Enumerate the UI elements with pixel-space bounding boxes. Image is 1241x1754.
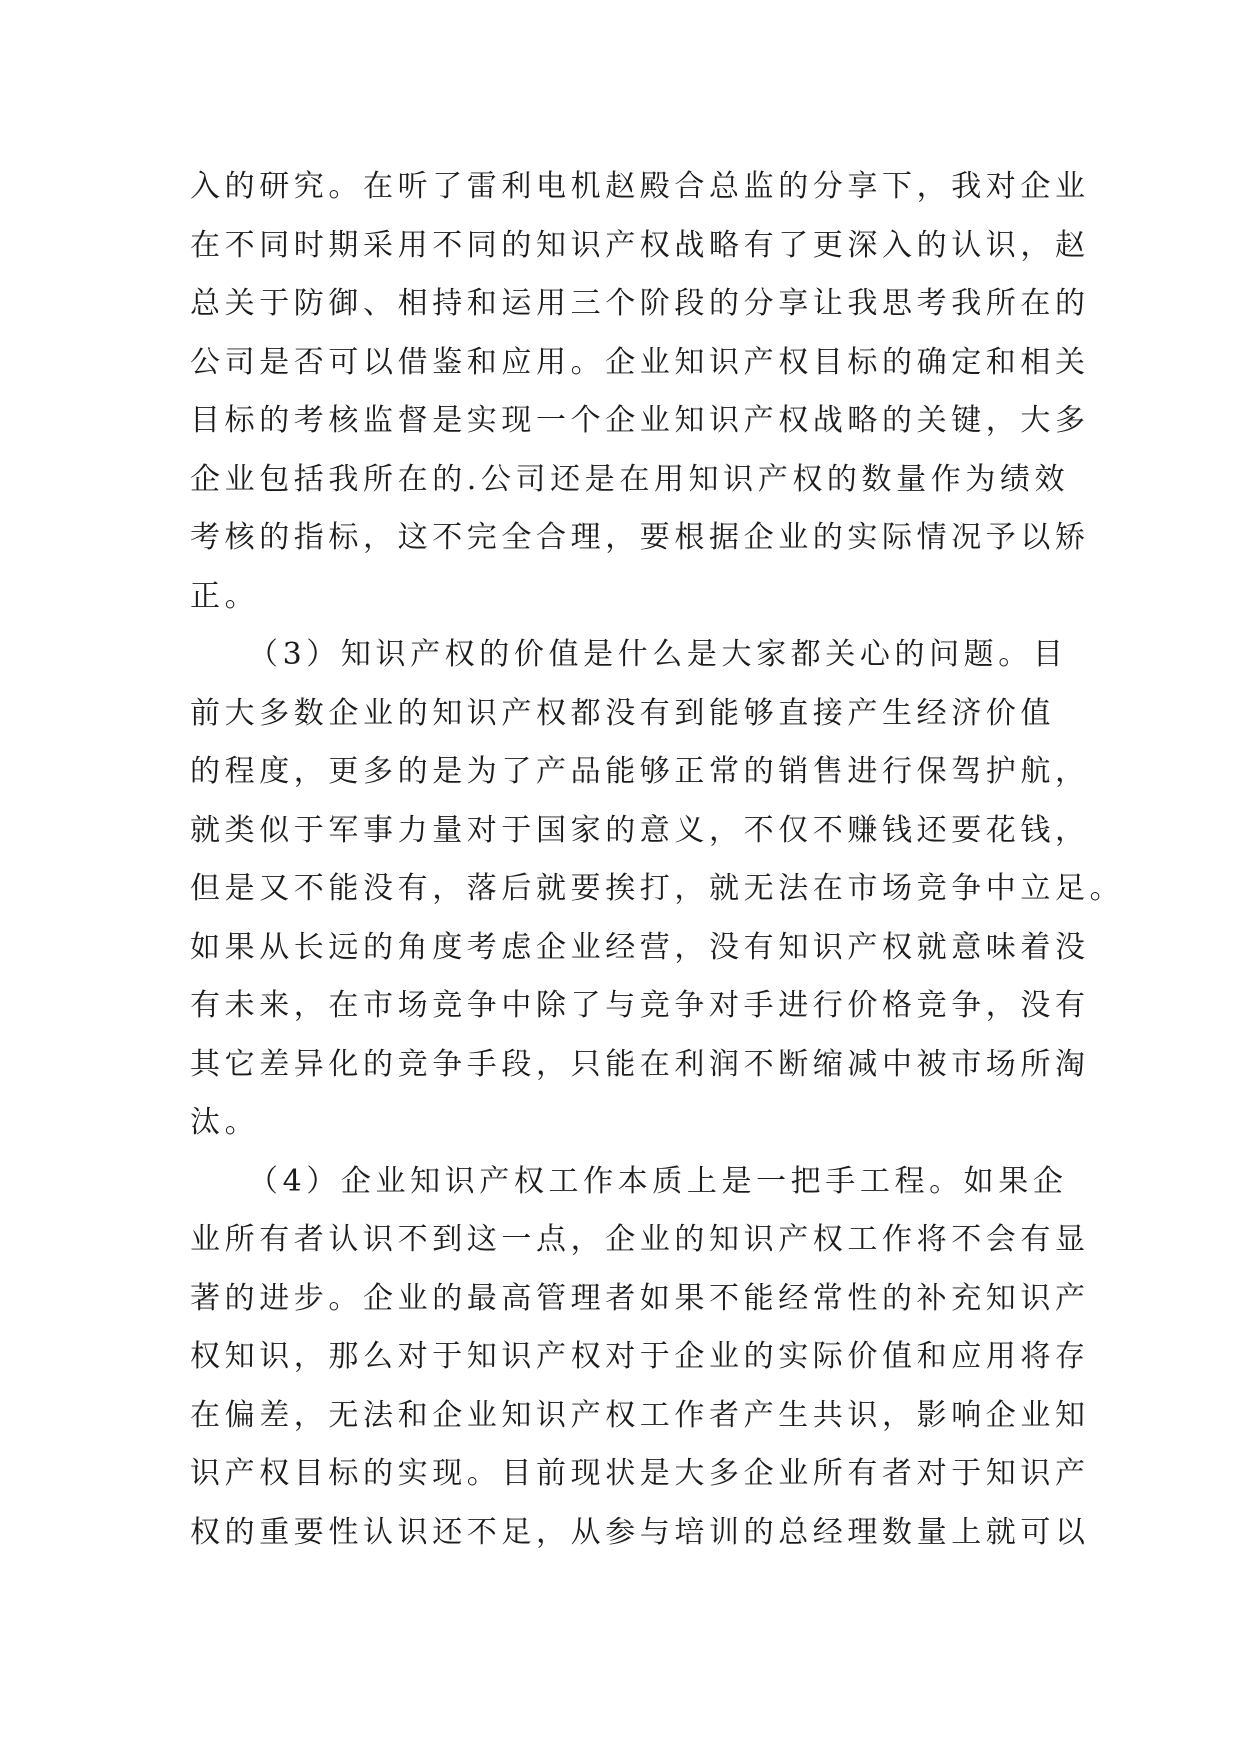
- text-line: 业所有者认识不到这一点，企业的知识产权工作将不会有显: [190, 1222, 1090, 1257]
- text-line: 考核的指标，这不完全合理，要根据企业的实际情况予以矫: [190, 520, 1090, 555]
- text-line: 在偏差，无法和企业知识产权工作者产生共识，影响企业知: [190, 1397, 1090, 1433]
- text-line: 总关于防御、相持和运用三个阶段的分享让我思考我所在的: [190, 286, 1090, 321]
- text-line: 识产权目标的实现。目前现状是大多企业所有者对于知识产: [190, 1456, 1090, 1491]
- text-line: 权的重要性认识还不足，从参与培训的总经理数量上就可以: [190, 1514, 1090, 1550]
- text-line: 但是又不能没有，落后就要挨打，就无法在市场竞争中立足。: [190, 871, 1125, 906]
- text-line: 公司是否可以借鉴和应用。企业知识产权目标的确定和相关: [190, 344, 1090, 380]
- document-body: [190, 158, 1125, 1562]
- text-line: 有未来，在市场竞争中除了与竞争对手进行价格竞争，没有: [190, 988, 1090, 1023]
- paragraph-3: [190, 1153, 1090, 1563]
- text-line: 企业包括我所在的.公司还是在用知识产权的数量作为绩效: [190, 461, 1070, 497]
- text-line: 如果从长远的角度考虑企业经营，没有知识产权就意味着没: [190, 929, 1090, 965]
- paragraph-2: [190, 626, 1125, 1153]
- text-line: 就类似于军事力量对于国家的意义，不仅不赚钱还要花钱，: [190, 812, 1090, 848]
- text-line: 入的研究。在听了雷利电机赵殿合总监的分享下，我对企业: [190, 169, 1090, 204]
- text-line: 前大多数企业的知识产权都没有到能够直接产生经济价值: [190, 695, 1055, 731]
- text-line: 的程度，更多的是为了产品能够正常的销售进行保驾护航，: [190, 754, 1090, 789]
- text-line: （3）知识产权的价值是什么是大家都关心的问题。目: [248, 637, 1068, 672]
- text-line: 其它差异化的竞争手段，只能在利润不断缩减中被市场所淘: [190, 1046, 1090, 1082]
- text-line: 权知识，那么对于知识产权对于企业的实际价值和应用将存: [190, 1339, 1090, 1374]
- text-line: 在不同时期采用不同的知识产权战略有了更深入的认识，赵: [190, 227, 1090, 263]
- text-line: 正。: [190, 578, 260, 614]
- paragraph-1: [190, 158, 1090, 626]
- text-line: （4）企业知识产权工作本质上是一把手工程。如果企: [248, 1163, 1068, 1199]
- text-line: 汰。: [190, 1105, 260, 1140]
- text-line: 著的进步。企业的最高管理者如果不能经常性的补充知识产: [190, 1280, 1090, 1316]
- text-line: 目标的考核监督是实现一个企业知识产权战略的关键，大多: [190, 403, 1090, 438]
